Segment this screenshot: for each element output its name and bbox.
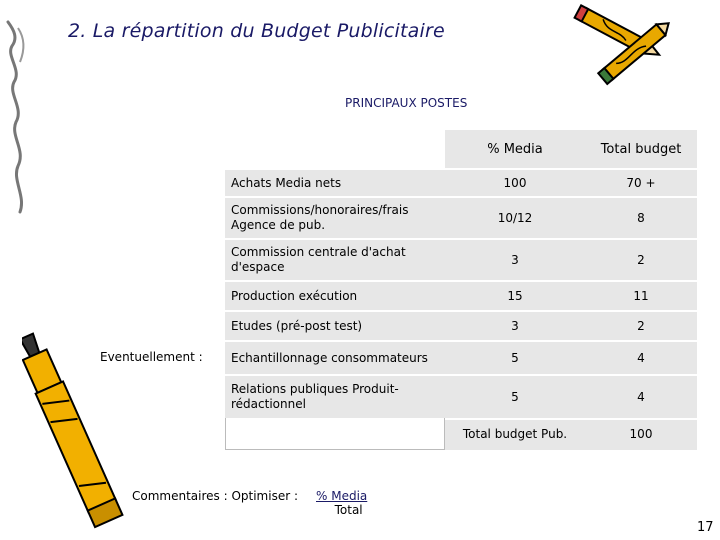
- row-label: Echantillonnage consommateurs: [231, 350, 428, 365]
- footer-total-value: 100: [629, 427, 653, 441]
- side-label: Eventuellement :: [100, 350, 203, 364]
- page-title: 2. La répartition du Budget Publicitaire: [68, 20, 445, 42]
- row-total-value: 11: [633, 289, 649, 303]
- row-media-value: 5: [511, 390, 519, 404]
- row-label: Commission centrale d'achat d'espace: [231, 245, 406, 274]
- row-label: Etudes (pré-post test): [231, 318, 363, 333]
- table-row: [225, 312, 697, 340]
- table-row: [225, 342, 697, 374]
- table-row: [225, 170, 697, 196]
- squiggle-decoration-icon: [0, 0, 40, 280]
- column-header-media: % Media: [487, 141, 543, 157]
- table-row: [225, 198, 697, 238]
- row-media-value: 15: [507, 289, 523, 303]
- row-label: Production exécution: [231, 288, 358, 303]
- row-total-value: 70 +: [626, 176, 656, 190]
- row-total-value: 4: [637, 351, 645, 365]
- row-media-value: 3: [511, 319, 519, 333]
- table-row: [225, 240, 697, 280]
- column-header-total: Total budget: [600, 141, 682, 157]
- row-total-value: 8: [637, 211, 645, 225]
- section-subtitle: PRINCIPAUX POSTES: [345, 96, 468, 110]
- row-label: Relations publiques Produit-rédactionnel: [231, 382, 399, 411]
- row-label: Commissions/honoraires/frais Agence de pub.: [231, 203, 409, 232]
- row-media-value: 5: [511, 351, 519, 365]
- budget-table: [225, 130, 697, 450]
- page-number: 17: [697, 520, 714, 535]
- footer-label: Total budget Pub.: [462, 427, 568, 441]
- row-media-value: 10/12: [497, 211, 533, 225]
- fraction-denominator: Total: [334, 503, 363, 517]
- row-media-value: 3: [511, 253, 519, 267]
- row-total-value: 2: [637, 253, 645, 267]
- table-row: [225, 282, 697, 310]
- table-row: [225, 376, 697, 418]
- pencils-clipart-icon: [568, 4, 678, 96]
- row-total-value: 4: [637, 390, 645, 404]
- fraction-numerator: % Media: [316, 489, 368, 503]
- comment-text: Commentaires : Optimiser :: [132, 489, 299, 503]
- table-footer-row: [225, 418, 697, 450]
- row-label: Achats Media nets: [231, 175, 342, 190]
- comment-fraction: [316, 489, 367, 517]
- row-total-value: 2: [637, 319, 645, 333]
- row-media-value: 100: [503, 176, 527, 190]
- table-header-row: [225, 130, 697, 168]
